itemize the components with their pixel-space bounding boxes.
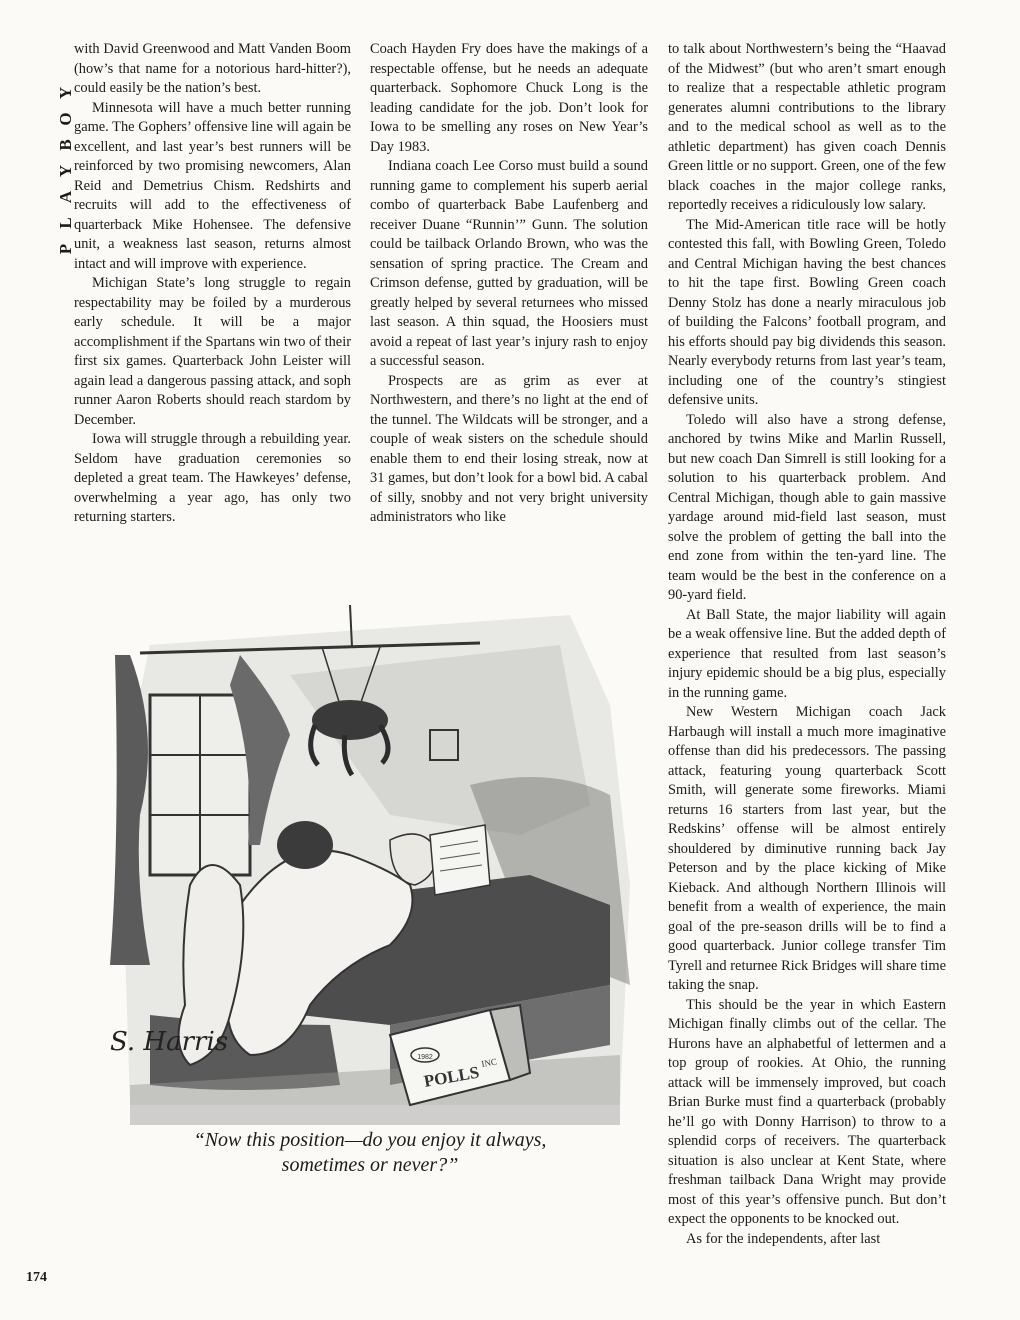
- caption-line-2: sometimes or never?”: [281, 1154, 459, 1176]
- article-paragraph: Indiana coach Lee Corso must build a sound running game to complement his superb aerial combo of quarterback Babe Laufenberg and receiver Duane “Runnin’” Gunn. The solution could be tailback Orlando Brown, who was the sensation of spring practice. The Cream and Crimson defense, gutted by graduation, will be greatly helped by several returnees who missed last season. A thin squad, the Hoosiers must avoid a repeat of last year’s injury rash to enjoy a successful season.: [370, 158, 648, 369]
- brand-letter: B: [56, 139, 75, 151]
- box-label-inc: INC: [480, 1056, 498, 1069]
- article-paragraph: to talk about Northwestern’s being the “Haavad of the Midwest” (but who aren’t smart enough to realize that a respectable athletic program generates alumni contributions to the library and to the medical school as well as to the athletic department) has given coach Dennis Green little or no support. Green, one of the few black coaches in the major college ranks, reportedly receives a ridiculously low salary.: [668, 41, 946, 213]
- cartoon-drawing: [90, 585, 640, 1125]
- brand-letter: Y: [56, 164, 75, 178]
- article-paragraph: Michigan State’s long struggle to regain respectability may be foiled by a murderous early schedule. It will be a major accomplishment if the Spartans win two of their first six games. Quarterback John Leister will again lead a dangerous passing attack, and soph runner Aaron Roberts should reach stardom by December.: [74, 275, 351, 428]
- box-label-polls: POLLS: [422, 1062, 481, 1091]
- article-paragraph: Toledo will also have a strong defense, anchored by twins Mike and Marlin Russell, but new coach Dan Simrell is still looking for a solution to his quarterback problem. And Central Michigan, though able to gain massive yardage around mid-field last season, must solve the problem of getting the ball into the end zone from within the ten-yard line. The team would be the best in the conference on a 90-yard field.: [668, 411, 946, 603]
- article-paragraph: The Mid-American title race will be hotly contested this fall, with Bowling Green, Toledo and Central Michigan having the best chances to hit the tape first. Bowling Green coach Denny Stolz has done a nearly miraculous job of building the Falcons’ football program, and his efforts should pay big dividends this season. Nearly everybody returns from last year’s team, including one of the country’s stingiest defensive units.: [668, 216, 946, 408]
- article-paragraph: At Ball State, the major liability will again be a weak offensive line. But the added depth of experience that resulted from last season’s injury epidemic should be a big plus, especially in the running game.: [668, 606, 946, 701]
- article-paragraph: Minnesota will have a much better running game. The Gophers’ offensive line will again be excellent, and last year’s best runners will be reinforced by two promising newcomers, Alan Reid and Demetrius Chism. Redshirts and recruits will add to the effectiveness of quarterback Mike Hohensee. The defensive unit, a weakness last season, returns almost intact and will improve with experience.: [74, 99, 351, 272]
- cartoon-caption: [120, 1128, 620, 1178]
- article-paragraph: As for the independents, after last: [686, 1230, 881, 1247]
- article-paragraph: This should be the year in which Eastern Michigan finally climbs out of the cellar. The Hurons have an alphabetful of lettermen and a top group of rookies. At Ohio, the running attack will be immensely improved, but coach Brian Burke must find a quarterback (probably he’ll go with Donny Harrison) to throw to a splendid corps of receivers. The quarterback situation is also unclear at Kent State, where freshman tailback Dana Wright may provide most of this year’s offensive punch. But don’t expect the opponents to be knocked out.: [668, 996, 946, 1227]
- brand-letter: A: [56, 190, 75, 204]
- box-badge: 1982: [417, 1054, 433, 1061]
- brand-letter: O: [56, 112, 75, 126]
- article-column-1: [74, 40, 351, 528]
- caption-line-1: “Now this position—do you enjoy it always,: [193, 1129, 547, 1151]
- brand-letter: L: [56, 217, 75, 229]
- article-paragraph: Coach Hayden Fry does have the makings of a respectable offense, but he needs an adequate quarterback. Sophomore Chuck Long is the leading candidate for the job. Don’t look for Iowa to be smelling any roses on New Year’s Day 1983.: [370, 41, 648, 155]
- cartoon-illustration: [90, 585, 640, 1125]
- brand-letter: P: [56, 243, 75, 255]
- article-paragraph: with David Greenwood and Matt Vanden Boom (how’s that name for a notorious hard-hitter?), could easily be the nation’s best.: [74, 41, 351, 96]
- artist-signature: S. Harris: [110, 1027, 229, 1057]
- page-number: 174: [26, 1270, 47, 1285]
- article-paragraph: Prospects are as grim as ever at Northwestern, and there’s no light at the end of the tunnel. The Wildcats will be stronger, and a couple of weak sisters on the schedule should enable them to end their losing streak, now at 31 games, but don’t look for a bowl bid. A cabal of silly, snobby and not very bright university administrators who like: [370, 372, 648, 525]
- brand-letter: Y: [56, 86, 75, 100]
- article-column-3: [668, 40, 946, 1249]
- magazine-brand: [26, 40, 75, 255]
- article-column-2: [370, 40, 648, 528]
- article-paragraph: Iowa will struggle through a rebuilding year. Seldom have graduation ceremonies so depleted a great team. The Hawkeyes’ defense, overwhelming a year ago, has only two returning starters.: [74, 431, 351, 525]
- article-paragraph: New Western Michigan coach Jack Harbaugh will install a much more imaginative offense than did his predecessors. The passing attack, featuring young quarterback Scott Smith, will generate some fireworks. Miami returns 16 starters from last year, but the Redskins’ offense will be almost entirely shouldered by diminutive running back Jay Peterson and by the place kicking of Mike Kieback. And although Northern Illinois will benefit from a wealth of experience, the main goal of the pre-season drills will be to find a good quarterback. Junior college transfer Tim Tyrell and returnee Rick Bridges will share time taking the snap.: [668, 704, 946, 993]
